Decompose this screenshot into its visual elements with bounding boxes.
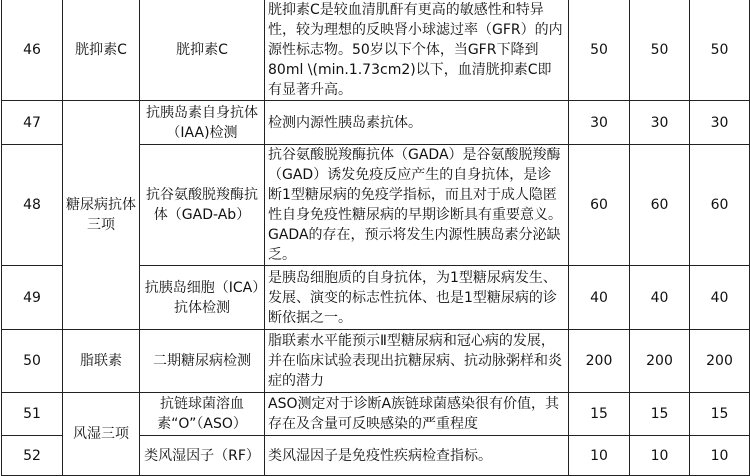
row-number: 48: [2, 145, 63, 266]
category-cell: 风湿三项: [63, 393, 140, 476]
row-number: 50: [2, 330, 63, 393]
test-name-cell: 二期糖尿病检测: [140, 330, 265, 393]
test-name-cell: 胱抑素C: [140, 0, 265, 101]
price-cell: 15: [690, 393, 750, 436]
description-cell: 检测内源性胰岛素抗体。: [265, 101, 569, 145]
row-number: 47: [2, 101, 63, 145]
price-cell: 40: [569, 266, 630, 330]
price-cell: 15: [630, 393, 690, 436]
row-number: 52: [2, 436, 63, 476]
description-cell: 类风湿因子是免疫性疾病检查指标。: [265, 436, 569, 476]
price-cell: 30: [569, 101, 630, 145]
description-cell: 胱抑素C是较血清肌酐有更高的敏感性和特异性，较为理想的反映肾小球滤过率（GFR）的内源性标志物。50岁以下个体，当GFR下降到80ml \(min.1.73cm2)以下，血清胱抑素C即有显著升高。: [265, 0, 569, 101]
price-cell: 50: [630, 0, 690, 101]
description-cell: 脂联素水平能预示Ⅱ型糖尿病和冠心病的发展，并在临床试验表现出抗糖尿病、抗动脉粥样和炎症的潜力: [265, 330, 569, 393]
table-row: [2, 393, 750, 436]
table-row: [2, 101, 750, 145]
price-cell: 200: [630, 330, 690, 393]
category-cell: 脂联素: [63, 330, 140, 393]
price-table: [1, 0, 750, 476]
description-cell: ASO测定对于诊断A族链球菌感染很有价值，其存在及含量可反映感染的严重程度: [265, 393, 569, 436]
row-number: 51: [2, 393, 63, 436]
category-cell: 胱抑素C: [63, 0, 140, 101]
row-number: 49: [2, 266, 63, 330]
test-name-cell: 抗胰岛素自身抗体（IAA)检测: [140, 101, 265, 145]
category-cell: 糖尿病抗体三项: [63, 101, 140, 330]
test-name-cell: 抗胰岛细胞（ICA）抗体检测: [140, 266, 265, 330]
price-cell: 60: [690, 145, 750, 266]
price-cell: 10: [690, 436, 750, 476]
price-cell: 40: [690, 266, 750, 330]
price-cell: 200: [690, 330, 750, 393]
price-cell: 50: [569, 0, 630, 101]
price-cell: 40: [630, 266, 690, 330]
price-cell: 60: [630, 145, 690, 266]
price-cell: 30: [630, 101, 690, 145]
test-name-cell: 抗链球菌溶血素“O”（ASO）: [140, 393, 265, 436]
test-name-cell: 抗谷氨酸脱羧酶抗体（GAD-Ab）: [140, 145, 265, 266]
test-name-cell: 类风湿因子（RF）: [140, 436, 265, 476]
price-cell: 30: [690, 101, 750, 145]
price-cell: 60: [569, 145, 630, 266]
table-row: [2, 0, 750, 101]
price-cell: 10: [630, 436, 690, 476]
description-cell: 抗谷氨酸脱羧酶抗体（GADA）是谷氨酸脱羧酶（GAD）诱发免疫反应产生的自身抗体，是诊断1型糖尿病的免疫学指标，而且对于成人隐匿性自身免疫性糖尿病的早期诊断具有重要意义。GADA的存在，预示将发生内源性胰岛素分泌缺乏。: [265, 145, 569, 266]
price-cell: 15: [569, 393, 630, 436]
description-cell: 是胰岛细胞质的自身抗体，为1型糖尿病发生、发展、演变的标志性抗体、也是1型糖尿病的诊断依据之一。: [265, 266, 569, 330]
price-cell: 10: [569, 436, 630, 476]
row-number: 46: [2, 0, 63, 101]
price-cell: 50: [690, 0, 750, 101]
price-cell: 200: [569, 330, 630, 393]
table-row: [2, 330, 750, 393]
